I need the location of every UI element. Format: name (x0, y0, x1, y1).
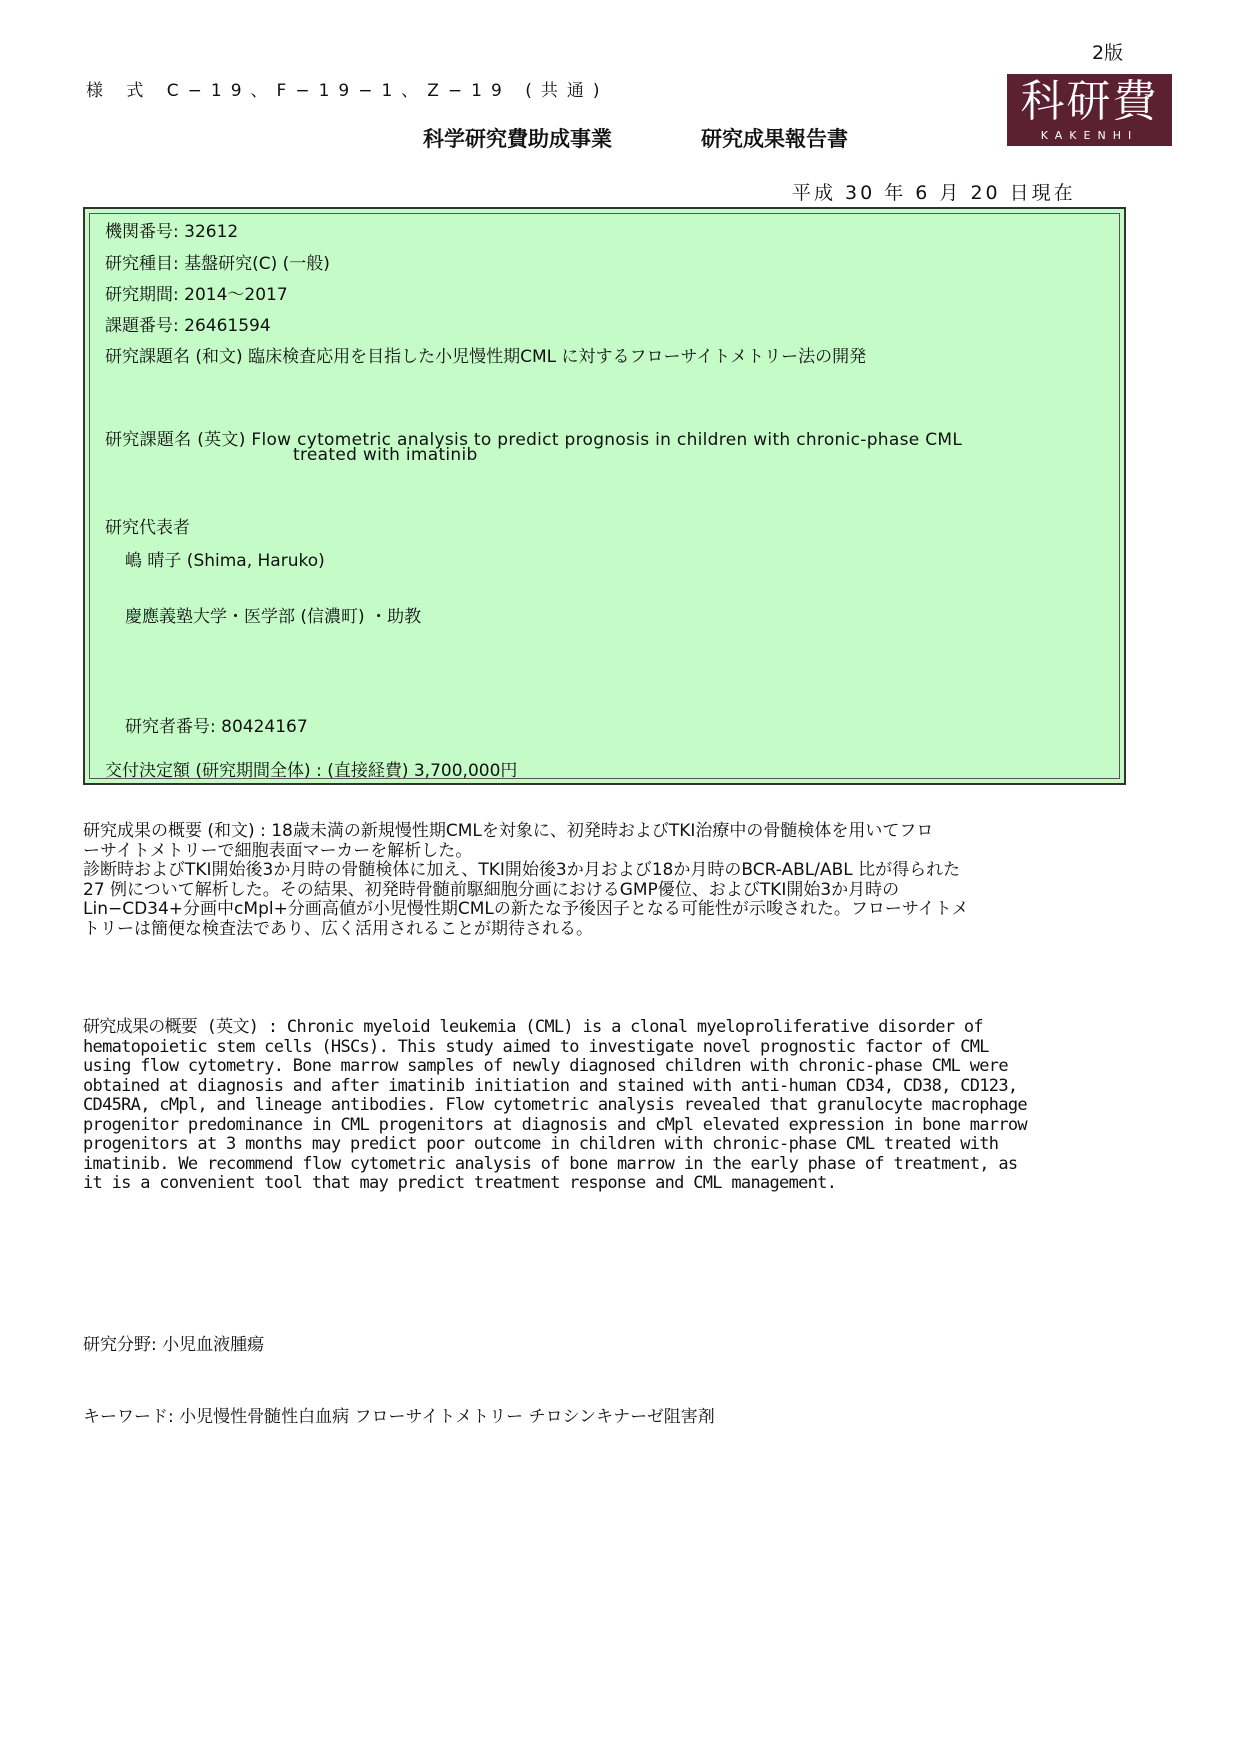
project-number: 課題番号: 26461594 (105, 316, 271, 336)
summary-en-line: obtained at diagnosis and after imatinib initiation and stained with anti-human CD34, CD38, CD123, (83, 1075, 1018, 1096)
summary-en-line: progenitor predominance in CML progenitors at diagnosis and cMpl elevated expression in bone marrow (83, 1114, 1027, 1135)
summary-english (83, 1018, 1083, 1194)
grant-amount: 交付決定額 (研究期間全体) : (直接経費) 3,700,000円 (105, 761, 518, 781)
summary-en-line: CD45RA, cMpl, and lineage antibodies. Flow cytometric analysis revealed that granulocyte macrophage (83, 1095, 1027, 1115)
summary-en-line: progenitors at 3 months may predict poor outcome in children with chronic-phase CML treated with (83, 1134, 999, 1154)
summary-ja-line: ーサイトメトリーで細胞表面マーカーを解析した。 (83, 840, 473, 861)
logo-kanji: 科研費 (1020, 76, 1159, 127)
research-type: 研究種目: 基盤研究(C) (一般) (105, 254, 330, 274)
pi-affiliation: 慶應義塾大学・医学部 (信濃町) ・助教 (125, 607, 422, 627)
summary-en-line: it is a convenient tool that may predict treatment response and CML management. (83, 1173, 837, 1193)
institution-number: 機関番号: 32612 (105, 222, 239, 242)
researcher-number: 研究者番号: 80424167 (125, 717, 308, 737)
research-period: 研究期間: 2014〜2017 (105, 285, 288, 305)
summary-en-line: imatinib. We recommend flow cytometric analysis of bone marrow in the early phase of treatment, as (83, 1153, 1018, 1174)
summary-ja-line: 診断時およびTKI開始後3か月時の骨髄検体に加え、TKI開始後3か月および18か月時のBCR-ABL/ABL 比が得られた (83, 860, 961, 880)
kakenhi-logo (1007, 74, 1172, 146)
document-title: 科学研究費助成事業 (423, 127, 612, 151)
summary-en-line: hematopoietic stem cells (HSCs). This study aimed to investigate novel prognostic factor of CML (83, 1036, 989, 1057)
research-field: 研究分野: 小児血液腫瘍 (83, 1335, 265, 1355)
keywords: キーワード: 小児慢性骨髄性白血病 フローサイトメトリー チロシンキナーゼ阻害剤 (83, 1407, 715, 1427)
form-code: 様 式 C−19、F−19−1、Z−19 (共通) (86, 81, 609, 101)
summary-ja-line: Lin−CD34+分画中cMpl+分画高値が小児慢性期CMLの新たな予後因子となる可能性が示唆された。フローサイトメ (83, 899, 969, 919)
summary-ja-line: 27 例について解析した。その結果、初発時骨髄前駆細胞分画におけるGMP優位、およびTKI開始3か月時の (83, 879, 900, 900)
pi-label: 研究代表者 (105, 518, 190, 538)
title-english: 研究課題名 (英文) Flow cytometric analysis to predict prognosis in children with chronic-phase CML (105, 430, 963, 450)
summary-en-line: using flow cytometry. Bone marrow samples of newly diagnosed children with chronic-phase CML were (83, 1056, 1008, 1076)
title-japanese: 研究課題名 (和文) 臨床検査応用を目指した小児慢性期CML に対するフローサイトメトリー法の開発 (105, 347, 867, 367)
document-subtitle: 研究成果報告書 (701, 127, 848, 151)
report-date: 平成 30 年 6 月 20 日現在 (792, 182, 1076, 204)
title-english-continued: treated with imatinib (293, 445, 478, 465)
summary-ja-line: トリーは簡便な検査法であり、広く活用されることが期待される。 (83, 918, 593, 939)
summary-en-line: 研究成果の概要 (英文) : Chronic myeloid leukemia (CML) is a clonal myeloproliferative disorder of (83, 1017, 983, 1037)
summary-japanese (83, 822, 1083, 939)
edition-label: 2版 (1092, 42, 1124, 64)
summary-ja-line: 研究成果の概要 (和文) : 18歳未満の新規慢性期CMLを対象に、初発時およびTKI治療中の骨髄検体を用いてフロ (83, 821, 934, 841)
pi-name: 嶋 晴子 (Shima, Haruko) (125, 551, 325, 571)
logo-roman: KAKENHI (1040, 129, 1139, 142)
